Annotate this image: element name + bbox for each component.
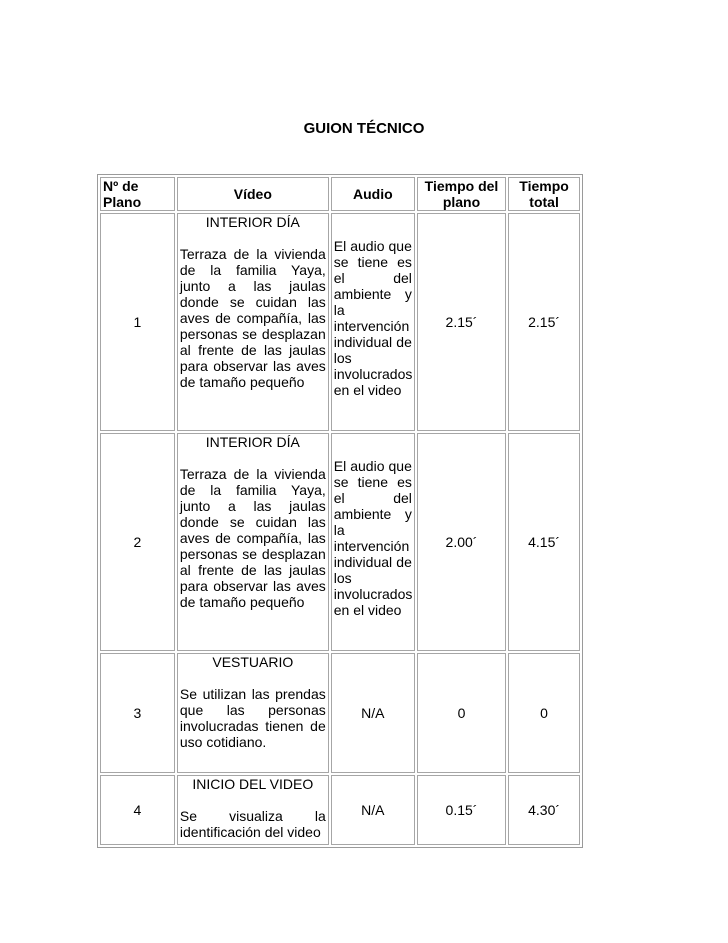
table-row [100,775,580,845]
video-text: Terraza de la vivienda de la familia Yaya, junto a las jaulas donde se cuidan las aves de compañía, las personas se desplazan al frente de las jaulas para observar las aves de tamaño pequeño [179,246,326,390]
table-header-row [100,177,580,211]
header-plano: Nº de Plano [100,177,175,211]
table-row [100,433,580,651]
table-row [100,653,580,773]
video-text: Se visualiza la identificación del video [179,808,326,840]
cell-plano: 3 [100,653,175,773]
video-heading: INTERIOR DÍA [205,434,300,450]
cell-tiempo-plano: 0 [417,653,506,773]
table-row [100,213,580,431]
cell-plano: 2 [100,433,175,651]
document-title: GUION TÉCNICO [303,120,425,137]
video-heading: VESTUARIO [212,654,294,670]
header-video: Vídeo [177,177,329,211]
header-tiempo-plano: Tiempo del plano [417,177,506,211]
cell-tiempo-total: 0 [508,653,580,773]
cell-audio: N/A [331,775,415,845]
cell-tiempo-total: 4.15´ [508,433,580,651]
audio-text: El audio que se tiene es el del ambiente y la intervención individual de los involucrados en el video [333,458,413,618]
cell-plano: 1 [100,213,175,431]
cell-tiempo-plano: 2.00´ [417,433,506,651]
video-heading: INICIO DEL VIDEO [192,776,314,792]
cell-video [177,775,329,845]
cell-tiempo-plano: 0.15´ [417,775,506,845]
cell-audio [331,213,415,431]
cell-audio [331,433,415,651]
cell-video [177,433,329,651]
cell-video [177,653,329,773]
cell-tiempo-total: 4.30´ [508,775,580,845]
cell-tiempo-plano: 2.15´ [417,213,506,431]
header-audio: Audio [331,177,415,211]
cell-video [177,213,329,431]
cell-tiempo-total: 2.15´ [508,213,580,431]
audio-text: El audio que se tiene es el del ambiente y la intervención individual de los involucrados en el video [333,238,413,398]
technical-script-table [97,174,583,848]
video-heading: INTERIOR DÍA [205,214,300,230]
cell-audio: N/A [331,653,415,773]
header-tiempo-total: Tiempo total [508,177,580,211]
cell-plano: 4 [100,775,175,845]
video-text: Se utilizan las prendas que las personas involucradas tienen de uso cotidiano. [179,686,326,750]
video-text: Terraza de la vivienda de la familia Yaya, junto a las jaulas donde se cuidan las aves de compañía, las personas se desplazan al frente de las jaulas para observar las aves de tamaño pequeño [179,466,326,610]
